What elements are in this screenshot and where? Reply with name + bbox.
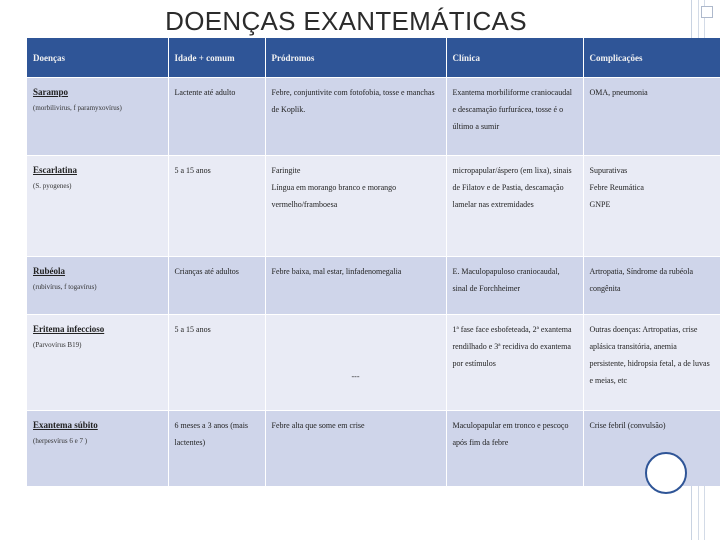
frame-corner-box [701,6,713,18]
complicacoes-line: Artropatia, Síndrome da rubéola congênita [589,266,694,293]
disease-agent: (rubivírus, f togavírus) [33,282,97,291]
table-row [27,256,720,314]
disease-agent: (morbilivirus, f paramyxovírus) [33,104,122,112]
disease-name: Sarampo [33,87,69,97]
disease-cell [27,411,168,486]
decorative-circle [645,452,687,494]
complicacoes-line: GNPE [589,200,611,210]
age-cell: Lactente até adulto [168,78,265,156]
complicacoes-cell [583,256,720,314]
prodromos-cell [265,411,446,486]
age-cell: 6 meses a 3 anos (mais lactentes) [168,411,265,486]
clinica-line: E. Maculopapuloso craniocaudal, sinal de Forchheimer [452,266,560,293]
complicacoes-line: Supurativas [589,166,628,176]
disease-name: Rubéola [33,265,66,276]
prodromos-line: --- [351,372,360,382]
clinica-cell [446,156,583,256]
complicacoes-line: Crise febril (convulsão) [589,421,666,431]
prodromos-cell [265,156,446,256]
disease-cell [27,156,168,256]
clinica-line: Exantema morbiliforme craniocaudal e descamação furfurácea, tosse é o último a sumir [452,88,573,131]
table-row [27,411,720,486]
prodromos-line: Febre alta que some em crise [271,421,365,431]
header-clinica: Clínica [446,38,583,78]
complicacoes-cell [583,78,720,156]
age-cell: 5 a 15 anos [168,156,265,256]
prodromos-cell [265,256,446,314]
clinica-cell [446,314,583,410]
disease-agent: (herpesvírus 6 e 7 ) [33,437,88,446]
table-header-row [27,38,720,78]
complicacoes-cell [583,314,720,410]
clinica-cell [446,411,583,486]
page-title: DOENÇAS EXANTEMÁTICAS [165,6,527,36]
disease-agent: (Parvovírus B19) [33,340,82,349]
clinica-cell [446,256,583,314]
diseases-table [27,38,720,486]
complicacoes-line: Outras doenças: Artropatias, crise aplásica transitória, anemia persistente, hidropsia fetal, a de luvas e meias, etc [589,324,710,385]
complicacoes-cell [583,156,720,256]
prodromos-line: Febre, conjuntivite com fotofobia, tosse e manchas de Koplik. [271,88,435,114]
prodromos-cell [265,78,446,156]
disease-name: Escarlatina [33,165,77,176]
table-row [27,156,720,256]
header-prodromos: Pródromos [265,38,446,78]
disease-cell [27,314,168,410]
disease-agent: (S. pyogenes) [33,182,72,191]
age-cell: 5 a 15 anos [168,314,265,410]
prodromos-cell [265,314,446,410]
disease-name: Eritema infeccioso [33,323,105,334]
prodromos-line: Língua em morango branco e morango vermelho/framboesa [271,183,397,210]
disease-cell [27,78,168,156]
complicacoes-line: OMA, pneumonia [589,88,648,97]
clinica-line: Maculopapular em tronco e pescoço após fim da febre [452,421,569,448]
header-complicacoes: Complicações [583,38,720,78]
disease-cell [27,256,168,314]
header-doencas: Doenças [27,38,168,78]
prodromos-line: Febre baixa, mal estar, linfadenomegalia [271,266,402,276]
table-row [27,314,720,410]
complicacoes-line: Febre Reumática [589,183,644,193]
clinica-line: micropapular/áspero (em lixa), sinais de Filatov e de Pastia, descamação lamelar nas extremidades [452,166,572,210]
clinica-cell [446,78,583,156]
header-idade: Idade + comum [168,38,265,78]
prodromos-line: Faringite [271,166,301,176]
age-cell: Crianças até adultos [168,256,265,314]
table-row [27,78,720,156]
clinica-line: 1ª fase face esbofeteada, 2ª exantema rendilhado e 3ª recidiva do exantema por estímulos [452,324,572,368]
disease-name: Exantema súbito [33,420,98,431]
